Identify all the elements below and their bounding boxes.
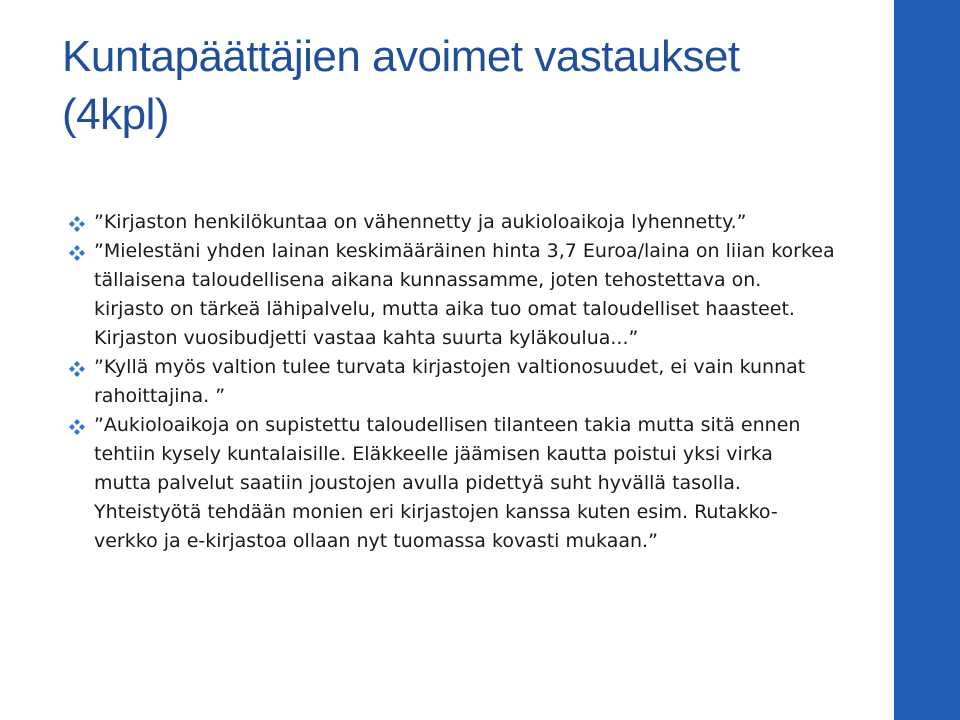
bullet-item bbox=[66, 411, 836, 556]
diamond-cluster-icon bbox=[68, 215, 86, 233]
bullet-item bbox=[66, 353, 836, 411]
bullet-list bbox=[66, 208, 836, 556]
diamond-cluster-icon bbox=[68, 360, 86, 378]
bullet-text: ”Kirjaston henkilökuntaa on vähennetty ja aukioloaikoja lyhennetty.” bbox=[94, 211, 747, 233]
diamond-cluster-icon bbox=[68, 418, 86, 436]
bullet-item bbox=[66, 237, 836, 353]
diamond-cluster-icon bbox=[68, 244, 86, 262]
bullet-text: ”Mielestäni yhden lainan keskimääräinen hinta 3,7 Euroa/laina on liian korkea tällaisena taloudellisena aikana kunnassamme, joten tehostettava on. kirjasto on tärkeä lähipalvelu, mutta aika tuo omat taloudelliset haasteet. Kirjaston vuosibudjetti vastaa kahta suurta kyläkoulua...” bbox=[94, 240, 835, 349]
accent-bar bbox=[894, 0, 960, 720]
bullet-text: ”Kyllä myös valtion tulee turvata kirjastojen valtionosuudet, ei vain kunnat rahoittajina. ” bbox=[94, 356, 806, 407]
bullet-text: ”Aukioloaikoja on supistettu taloudellisen tilanteen takia mutta sitä ennen tehtiin kysely kuntalaisille. Eläkkeelle jäämisen kautta poistui yksi virka mutta palvelut saatiin joustojen avulla pidettyä suht hyvällä tasolla. Yhteistyötä tehdään monien eri kirjastojen kanssa kuten esim. Rutakko-verkko ja e-kirjastoa ollaan nyt tuomassa kovasti mukaan.” bbox=[94, 414, 801, 552]
slide-title: Kuntapäättäjien avoimet vastaukset (4kpl) bbox=[62, 32, 740, 139]
bullet-item bbox=[66, 208, 836, 237]
